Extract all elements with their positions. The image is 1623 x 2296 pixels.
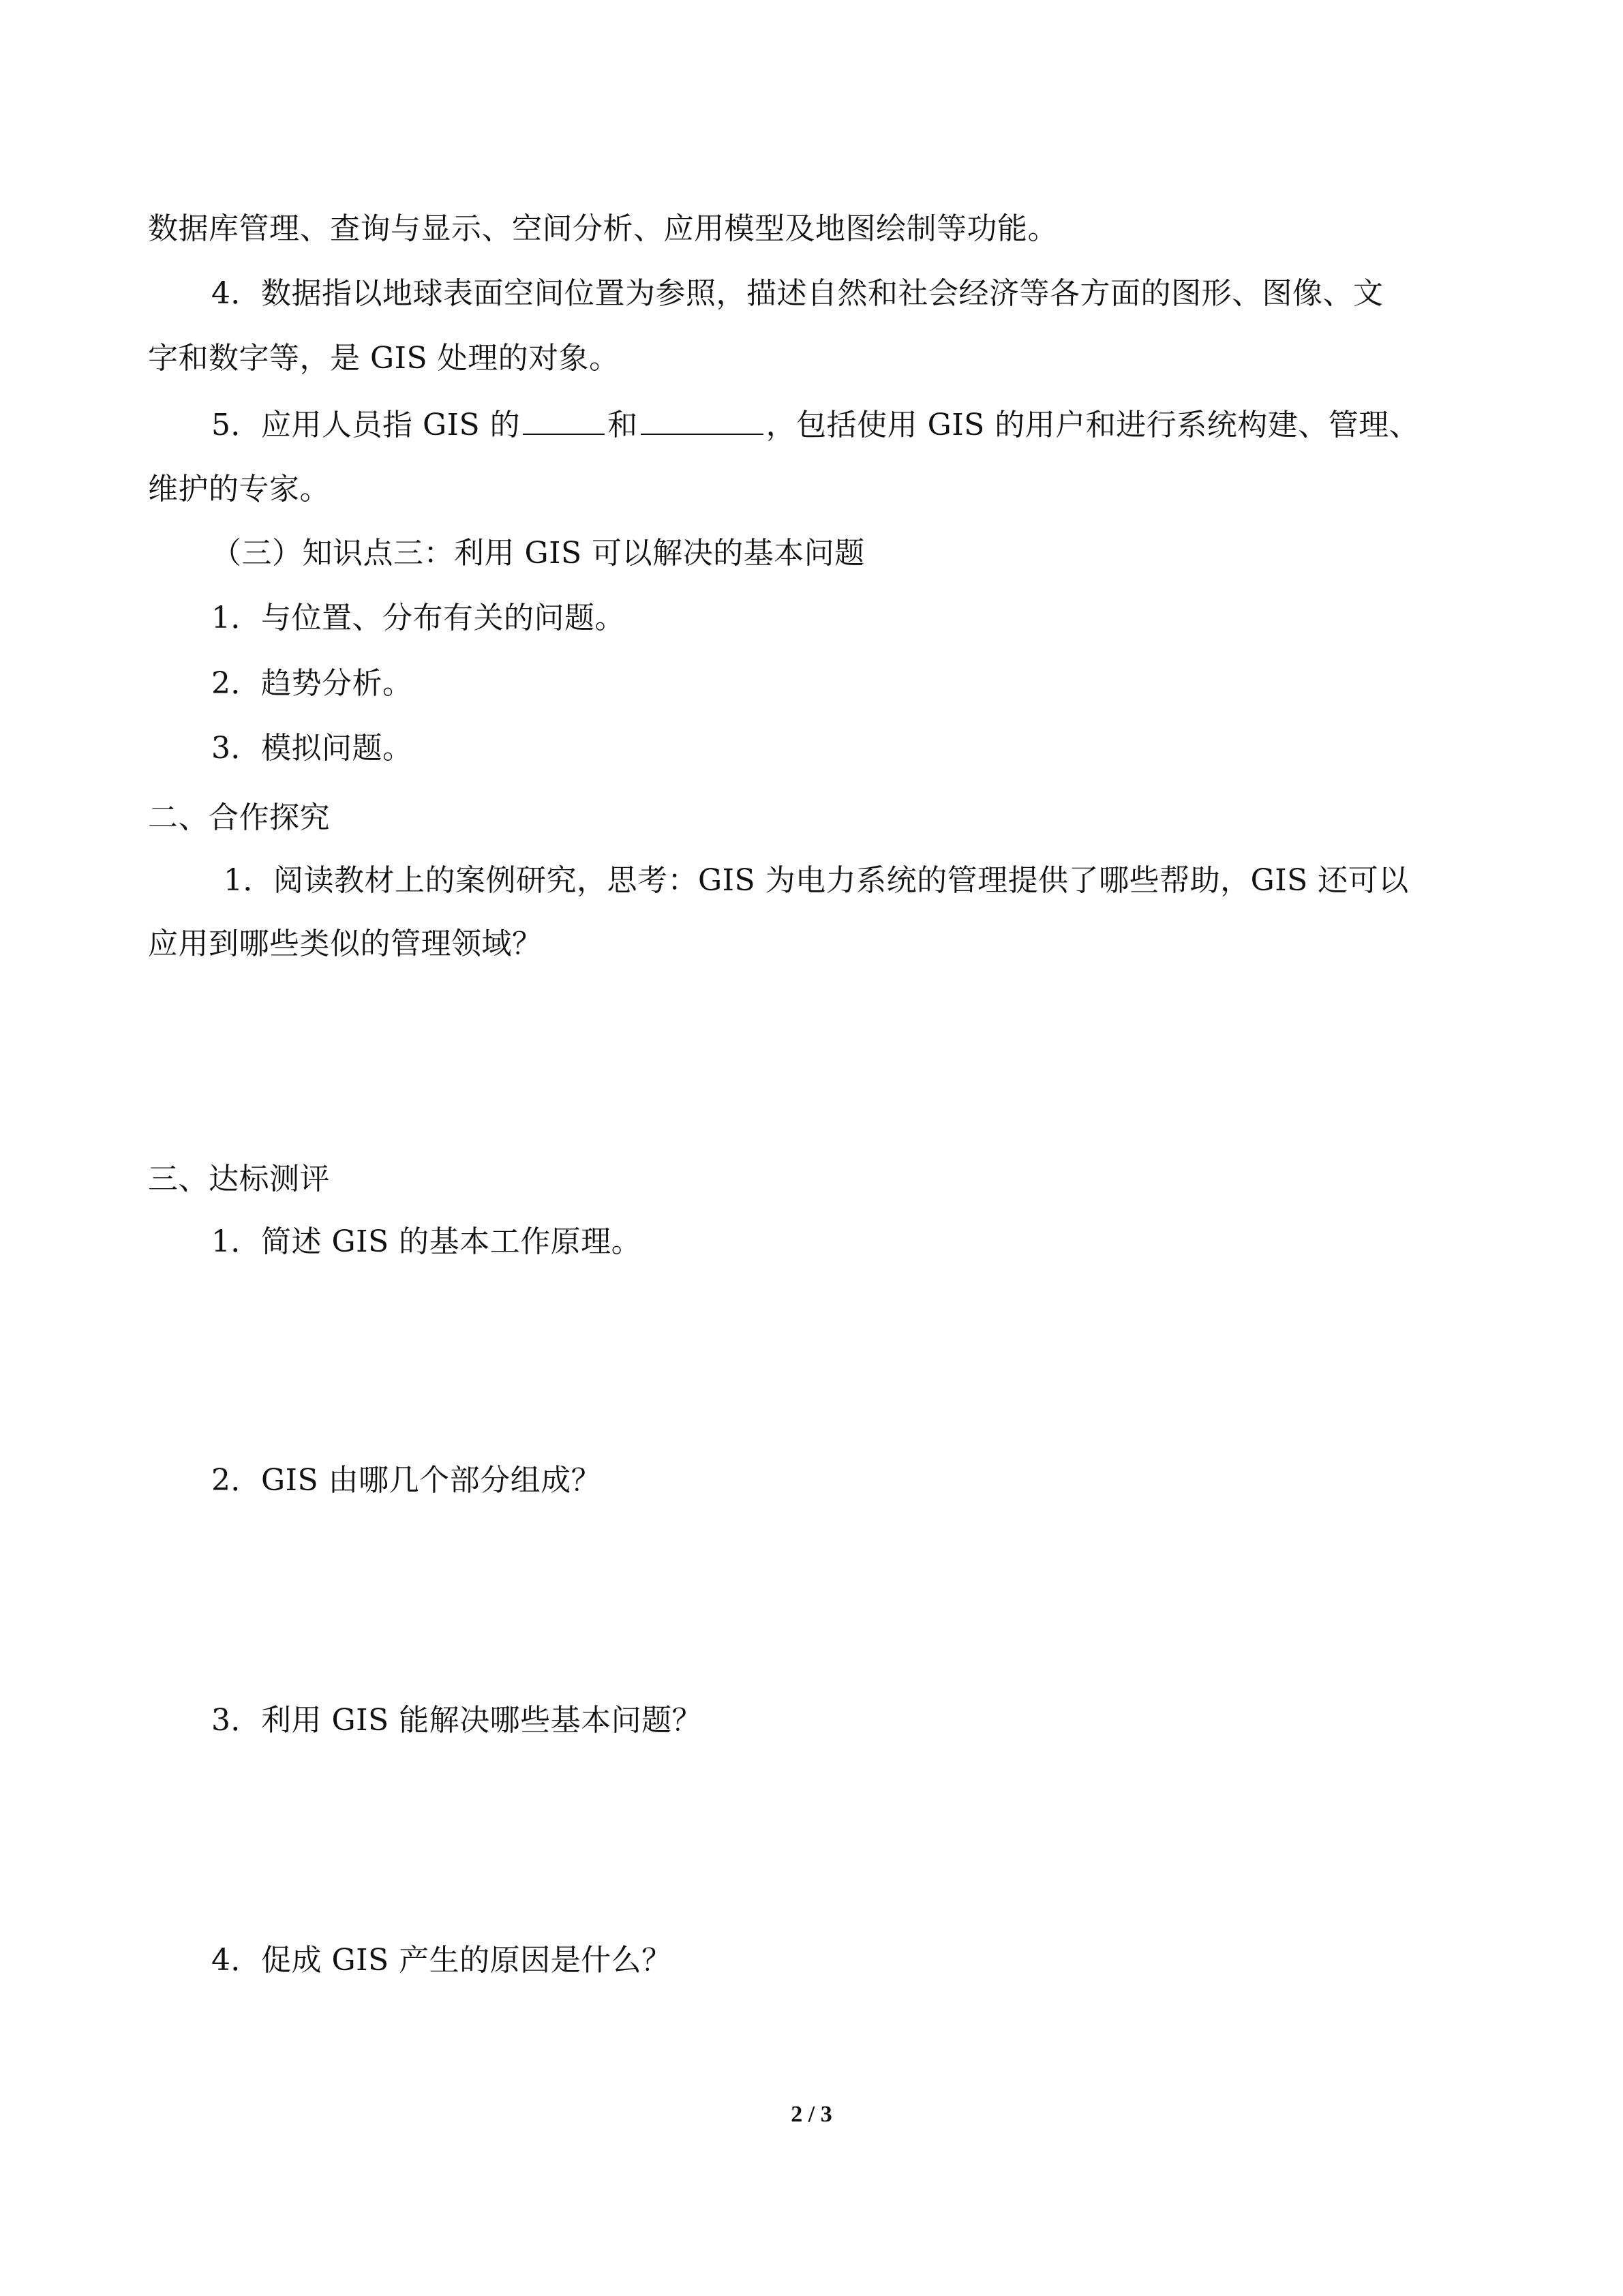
answer-blank[interactable] bbox=[523, 404, 605, 435]
section-heading: （三）知识点三：利用 GIS 可以解决的基本问题 bbox=[211, 536, 865, 571]
section-heading: 二、合作探究 bbox=[148, 800, 330, 835]
section-heading: 三、达标测评 bbox=[148, 1162, 330, 1196]
text-line: 维护的专家。 bbox=[148, 472, 330, 507]
fill-in-line bbox=[211, 404, 1541, 446]
list-item: 1．与位置、分布有关的问题。 bbox=[211, 601, 625, 635]
text-segment: ，包括使用 GIS 的用户和进行系统构建、管理、 bbox=[765, 408, 1420, 442]
question-text: 4．促成 GIS 产生的原因是什么？ bbox=[211, 1943, 672, 1978]
text-line: 4．数据指以地球表面空间位置为参照，描述自然和社会经济等各方面的图形、图像、文 bbox=[211, 276, 1384, 311]
answer-blank[interactable] bbox=[641, 404, 763, 435]
text-segment: 5．应用人员指 GIS 的 bbox=[211, 408, 521, 442]
page-number: 2 / 3 bbox=[791, 2102, 832, 2127]
question-text: 1．阅读教材上的案例研究，思考：GIS 为电力系统的管理提供了哪些帮助，GIS 还可以 bbox=[224, 863, 1409, 898]
list-item: 3．模拟问题。 bbox=[211, 731, 413, 766]
question-text: 应用到哪些类似的管理领域？ bbox=[148, 926, 543, 961]
question-text: 2．GIS 由哪几个部分组成？ bbox=[211, 1463, 602, 1498]
text-line: 字和数字等，是 GIS 处理的对象。 bbox=[148, 341, 620, 376]
question-text: 1．简述 GIS 的基本工作原理。 bbox=[211, 1224, 642, 1259]
question-text: 3．利用 GIS 能解决哪些基本问题？ bbox=[211, 1703, 703, 1738]
text-segment: 和 bbox=[607, 408, 638, 442]
list-item: 2．趋势分析。 bbox=[211, 666, 413, 701]
text-line: 数据库管理、查询与显示、空间分析、应用模型及地图绘制等功能。 bbox=[148, 211, 1058, 246]
